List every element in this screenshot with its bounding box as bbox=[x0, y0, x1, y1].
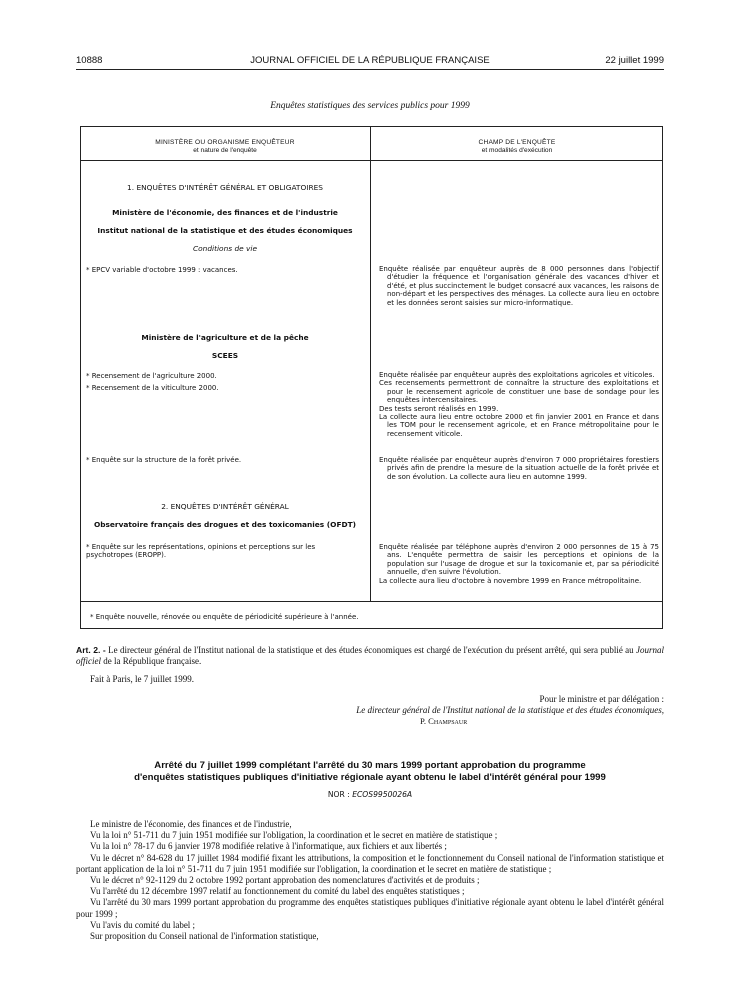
section-heading: 1. ENQUÊTES D'INTÉRÊT GÉNÉRAL ET OBLIGATOIRES bbox=[127, 183, 323, 192]
decree-title-line: Arrêté du 7 juillet 1999 complétant l'arrêté du 30 mars 1999 portant approbation du programme bbox=[154, 760, 586, 771]
organism-name: Observatoire français des drogues et des toxicomanies (OFDT) bbox=[93, 520, 357, 529]
issue-date: 22 juillet 1999 bbox=[605, 55, 664, 66]
ministry-name: Ministère de l'économie, des finances et de l'industrie bbox=[112, 208, 338, 217]
survey-description bbox=[379, 371, 659, 438]
survey-description bbox=[379, 543, 659, 585]
preamble-line: Sur proposition du Conseil national de l'information statistique, bbox=[90, 931, 319, 942]
description-paragraph: Enquête réalisée par enquêteur auprès d'environ 7 000 propriétaires forestiers privés afin de prendre la mesure de la situation actuelle de la forêt privée et de son évolution. La collecte aura lieu en automne 1999. bbox=[379, 456, 659, 481]
column-header-left-subtitle: et nature de l'enquête bbox=[193, 147, 257, 154]
ministry-name: Ministère de l'agriculture et de la pêche bbox=[141, 333, 309, 342]
decree-title-line: d'enquêtes statistiques publiques d'initiative régionale ayant obtenu le label d'intérêt général pour 1999 bbox=[134, 772, 606, 783]
journal-name: Journal officiel bbox=[76, 645, 664, 666]
survey-item: * Recensement de l'agriculture 2000. bbox=[86, 372, 217, 380]
page-number: 10888 bbox=[76, 55, 103, 66]
preamble-line: Vu le décret n° 92-1129 du 2 octobre 1992 portant approbation des nomenclatures d'activités et de produits ; bbox=[90, 875, 480, 886]
preamble-line: Vu le décret n° 84-628 du 17 juillet 1984 modifié fixant les attributions, la composition et le fonctionnement du Conseil national de l'information statistique et portant application de la loi n° 51-711 du 7 juin 1951 modifiée sur l'obligation, la coordination et le secret en matière de statistique ; bbox=[76, 852, 664, 874]
signatory-name: P. Champsaur bbox=[420, 716, 468, 726]
preamble-line: Le ministre de l'économie, des finances et de l'industrie, bbox=[90, 819, 292, 829]
survey-item: * EPCV variable d'octobre 1999 : vacances. bbox=[86, 266, 238, 274]
description-paragraph: Enquête réalisée par téléphone auprès d'environ 2 000 personnes de 15 à 75 ans. L'enquête permettra de saisir les perceptions et opinions de la population sur l'usage de drogue et sur la toxicomanie et, par sa périodicité annuelle, d'en suivre l'évolution. bbox=[379, 543, 659, 577]
survey-description bbox=[379, 456, 659, 481]
column-header-right bbox=[371, 139, 663, 155]
table-footnote: * Enquête nouvelle, rénovée ou enquête de périodicité supérieure à l'année. bbox=[90, 613, 359, 621]
survey-description bbox=[379, 265, 659, 307]
column-header-right-subtitle: et modalités d'exécution bbox=[481, 147, 553, 154]
service-name: SCEES bbox=[211, 351, 239, 360]
column-header-left-title: MINISTÈRE OU ORGANISME ENQUÊTEUR bbox=[155, 139, 295, 146]
article-2 bbox=[76, 645, 664, 667]
nor-label: NOR : bbox=[327, 790, 353, 799]
signature-line bbox=[300, 694, 664, 705]
description-paragraph: Enquête réalisée par enquêteur auprès des exploitations agricoles et viticoles. bbox=[379, 371, 655, 379]
preamble-line: Vu la loi n° 78-17 du 6 janvier 1978 modifiée relative à l'informatique, aux fichiers et aux libertés ; bbox=[90, 841, 447, 852]
institute-name: Institut national de la statistique et des études économiques bbox=[97, 226, 353, 235]
nor-reference bbox=[76, 790, 664, 799]
section-heading: 2. ENQUÊTES D'INTÉRÊT GÉNÉRAL bbox=[161, 502, 289, 511]
description-paragraph: Des tests seront réalisés en 1999. bbox=[379, 404, 499, 413]
place-date: Fait à Paris, le 7 juillet 1999. bbox=[90, 674, 194, 684]
article-text: Le directeur général de l'Institut national de la statistique et des études économiques est chargé de l'exécution du présent arrêté, qui sera publié au bbox=[108, 645, 636, 655]
theme-label: Conditions de vie bbox=[192, 244, 258, 253]
preamble-line: Vu l'arrêté du 12 décembre 1997 relatif au fonctionnement du comité du label des enquêtes statistiques ; bbox=[90, 886, 465, 897]
column-header-left bbox=[80, 139, 370, 155]
description-paragraph: Enquête réalisée par enquêteur auprès de 8 000 personnes dans l'objectif d'étudier la fréquence et l'organisation générale des vacances d'hiver et d'été, et plus succinctement le budget consacré aux vacances, les raisons de non-départ et les perspectives des ménages. La collecte aura lieu en octobre et les données seront saisies sur micro-informatique. bbox=[379, 265, 659, 307]
signature-title: Le directeur général de l'Institut national de la statistique et des études économiques, bbox=[356, 705, 664, 715]
preamble-line: Vu l'arrêté du 30 mars 1999 portant approbation du programme des enquêtes statistiques publiques d'initiative régionale ayant obtenu le label d'intérêt général pour 1999 ; bbox=[76, 897, 664, 919]
preamble-line: Vu l'avis du comité du label ; bbox=[90, 919, 196, 930]
article-label: Art. 2. - bbox=[76, 645, 106, 655]
description-paragraph: La collecte aura lieu entre octobre 2000 et fin janvier 2001 en France et dans les TOM pour le recensement agricole, et en France métropolitaine pour le recensement viticole. bbox=[379, 413, 659, 438]
survey-item: * Enquête sur les représentations, opinions et perceptions sur les psychotropes (EROPP). bbox=[86, 543, 316, 560]
header-rule bbox=[76, 69, 664, 70]
nor-value: ECOS9950026A bbox=[352, 790, 413, 799]
signature-delegation: Pour le ministre et par délégation : bbox=[539, 694, 664, 704]
description-paragraph: La collecte aura lieu d'octobre à novembre 1999 en France métropolitaine. bbox=[379, 576, 642, 585]
table-footnote-rule bbox=[80, 601, 663, 602]
survey-item: * Recensement de la viticulture 2000. bbox=[86, 384, 219, 392]
article-text: de la République française. bbox=[101, 656, 202, 666]
preamble-line: Vu la loi n° 51-711 du 7 juin 1951 modifiée sur l'obligation, la coordination et le secret en matière de statistique ; bbox=[90, 830, 498, 841]
description-paragraph: Ces recensements permettront de connaître la structure des exploitations et pour le recensement agricole de constituer une base de sondage pour les enquêtes intercensitaires. bbox=[379, 379, 659, 405]
column-header-right-title: CHAMP DE L'ENQUÊTE bbox=[478, 139, 556, 146]
survey-item: * Enquête sur la structure de la forêt privée. bbox=[86, 456, 242, 464]
journal-title: JOURNAL OFFICIEL DE LA RÉPUBLIQUE FRANÇAISE bbox=[250, 55, 490, 66]
table-caption: Enquêtes statistiques des services publics pour 1999 bbox=[270, 101, 470, 111]
table-header-rule bbox=[80, 160, 663, 161]
table-column-divider bbox=[370, 126, 371, 602]
decree-preamble bbox=[76, 819, 664, 942]
